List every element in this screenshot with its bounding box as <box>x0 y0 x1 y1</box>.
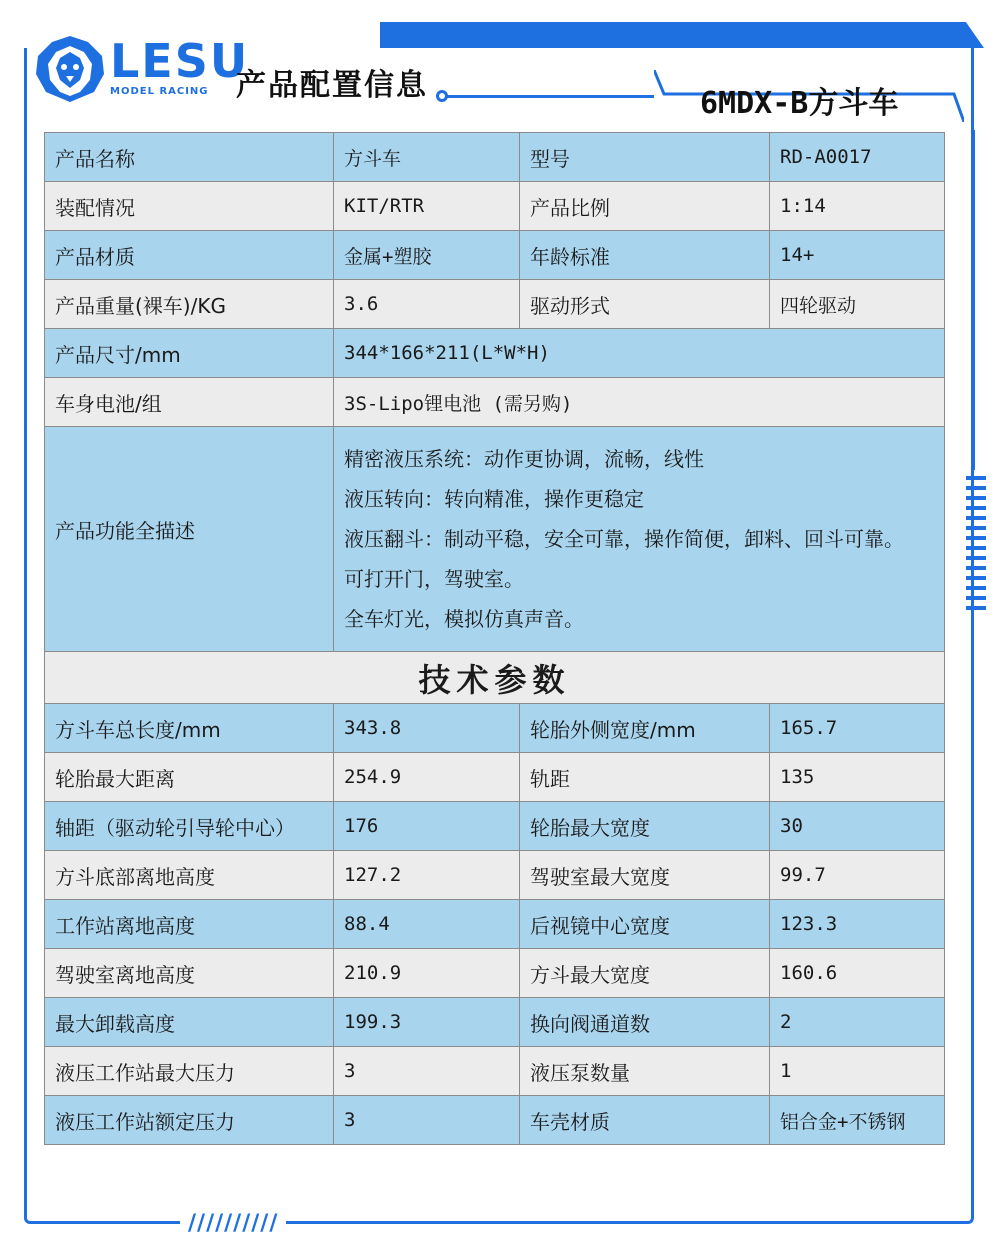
tech-rows <box>45 704 945 1145</box>
param-value: 160.6 <box>770 949 945 998</box>
spec-label: 产品功能全描述 <box>45 427 334 652</box>
table-row <box>45 378 945 427</box>
param-value: 135 <box>770 753 945 802</box>
param-label: 轮胎最大宽度 <box>520 802 770 851</box>
feature-line: 液压翻斗：制动平稳，安全可靠，操作简便，卸料、回斗可靠。 <box>344 527 904 551</box>
spec-table <box>44 132 945 1145</box>
param-label: 驾驶室离地高度 <box>45 949 334 998</box>
param-label: 轨距 <box>520 753 770 802</box>
param-value: 99.7 <box>770 851 945 900</box>
spec-value: 1:14 <box>770 182 945 231</box>
param-label: 换向阀通道数 <box>520 998 770 1047</box>
param-label: 轮胎外侧宽度/mm <box>520 704 770 753</box>
section-heading: 技术参数 <box>45 652 945 704</box>
table-row <box>45 427 945 652</box>
param-value: 176 <box>334 802 520 851</box>
spec-label: 产品重量(裸车)/KG <box>45 280 334 329</box>
footer-hatch: ////////// <box>180 1212 286 1236</box>
table-row <box>45 280 945 329</box>
lion-logo-icon <box>30 34 110 104</box>
param-label: 液压工作站额定压力 <box>45 1096 334 1145</box>
spec-label: 产品比例 <box>520 182 770 231</box>
table-row <box>45 652 945 704</box>
param-value: 199.3 <box>334 998 520 1047</box>
feature-line: 全车灯光，模拟仿真声音。 <box>344 607 584 631</box>
side-stripes <box>966 476 986 616</box>
param-value: 123.3 <box>770 900 945 949</box>
table-row <box>45 182 945 231</box>
param-value: 210.9 <box>334 949 520 998</box>
feature-line: 精密液压系统：动作更协调，流畅，线性 <box>344 447 704 471</box>
spec-value: RD-A0017 <box>770 133 945 182</box>
table-row <box>45 1096 945 1145</box>
param-value: 2 <box>770 998 945 1047</box>
spec-label: 产品尺寸/mm <box>45 329 334 378</box>
page-title: 产品配置信息 <box>236 68 428 103</box>
table-row <box>45 704 945 753</box>
param-value: 165.7 <box>770 704 945 753</box>
spec-label: 驱动形式 <box>520 280 770 329</box>
spec-value: 金属+塑胶 <box>334 231 520 280</box>
table-row <box>45 900 945 949</box>
model-name: 6MDX-B方斗车 <box>700 86 899 121</box>
spec-label: 产品名称 <box>45 133 334 182</box>
spec-value: 方斗车 <box>334 133 520 182</box>
brand-name: LESU <box>110 34 250 88</box>
table-row <box>45 949 945 998</box>
spec-value: 14+ <box>770 231 945 280</box>
spec-value: 344*166*211(L*W*H) <box>334 329 945 378</box>
param-label: 后视镜中心宽度 <box>520 900 770 949</box>
spec-value: 3S-Lipo锂电池 (需另购) <box>334 378 945 427</box>
table-row <box>45 998 945 1047</box>
table-row <box>45 1047 945 1096</box>
param-label: 工作站离地高度 <box>45 900 334 949</box>
table-row <box>45 329 945 378</box>
param-value: 1 <box>770 1047 945 1096</box>
param-label: 轴距（驱动轮引导轮中心） <box>45 802 334 851</box>
param-value: 30 <box>770 802 945 851</box>
spec-value: 四轮驱动 <box>770 280 945 329</box>
title-connector-line <box>440 95 654 98</box>
param-value: 3 <box>334 1047 520 1096</box>
spec-label: 型号 <box>520 133 770 182</box>
table-row <box>45 753 945 802</box>
param-value: 254.9 <box>334 753 520 802</box>
frame-accent-line <box>972 130 975 470</box>
param-value: 3 <box>334 1096 520 1145</box>
brand-logo <box>110 34 250 97</box>
param-label: 液压工作站最大压力 <box>45 1047 334 1096</box>
param-label: 方斗最大宽度 <box>520 949 770 998</box>
table-row <box>45 133 945 182</box>
param-label: 液压泵数量 <box>520 1047 770 1096</box>
param-value: 343.8 <box>334 704 520 753</box>
table-row <box>45 802 945 851</box>
feature-description <box>334 427 945 652</box>
param-label: 轮胎最大距离 <box>45 753 334 802</box>
spec-label: 产品材质 <box>45 231 334 280</box>
spec-label: 年龄标准 <box>520 231 770 280</box>
feature-line: 可打开门，驾驶室。 <box>344 567 524 591</box>
param-value: 铝合金+不锈钢 <box>770 1096 945 1145</box>
param-value: 88.4 <box>334 900 520 949</box>
param-label: 方斗车总长度/mm <box>45 704 334 753</box>
feature-line: 液压转向：转向精准，操作更稳定 <box>344 487 644 511</box>
param-label: 驾驶室最大宽度 <box>520 851 770 900</box>
connector-dot-icon <box>436 90 448 102</box>
table-row <box>45 231 945 280</box>
param-label: 方斗底部离地高度 <box>45 851 334 900</box>
table-row <box>45 851 945 900</box>
spec-value: 3.6 <box>334 280 520 329</box>
spec-value: KIT/RTR <box>334 182 520 231</box>
spec-label: 车身电池/组 <box>45 378 334 427</box>
param-value: 127.2 <box>334 851 520 900</box>
param-label: 车壳材质 <box>520 1096 770 1145</box>
brand-subtitle: MODEL RACING <box>110 86 209 97</box>
spec-label: 装配情况 <box>45 182 334 231</box>
param-label: 最大卸载高度 <box>45 998 334 1047</box>
header-accent-bar <box>380 22 984 48</box>
